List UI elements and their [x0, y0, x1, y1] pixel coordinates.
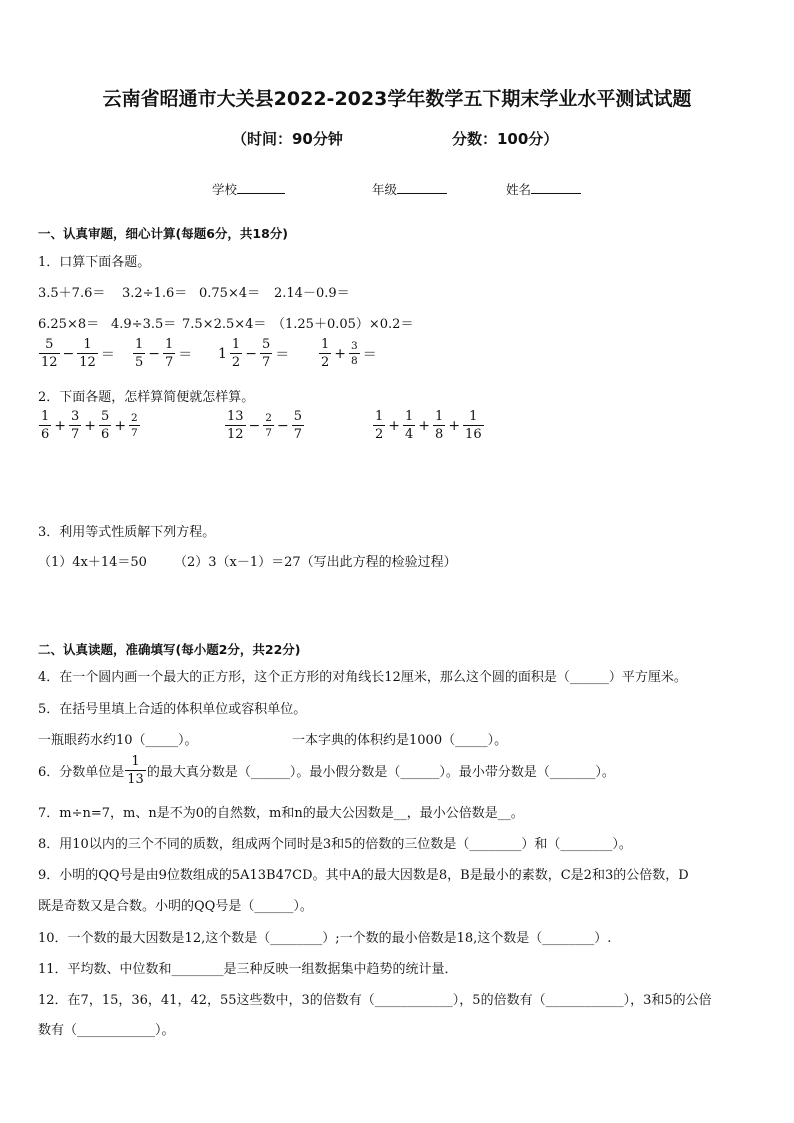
question-12: 12．在7，15，36，41，42，55这些数中，3的倍数有（____________），5的倍数有（____________），3和5的公倍 [38, 993, 712, 1008]
section-heading-2: 二、认真读题，准确填写(每小题2分，共22分) [38, 642, 301, 657]
question-8: 8．用10以内的三个不同的质数，组成两个同时是3和5的倍数的三位数是（________）和（________）。 [38, 837, 632, 852]
calc-item: 6.25×8＝ [38, 317, 100, 332]
fraction-expression: $\frac{1}{5}$ − $\frac{1}{7}$ ＝ [135, 337, 193, 370]
calc-item: 7.5×2.5×4＝ [182, 317, 267, 332]
calc-item: 2.14－0.9＝ [274, 286, 350, 301]
calc-item: 0.75×4＝ [199, 286, 261, 301]
question-12-cont: 数有（____________）。 [38, 1023, 175, 1038]
calc-item: 4.9÷3.5＝ [111, 317, 177, 332]
question-2-label: 2．下面各题，怎样算简便就怎样算。 [38, 390, 255, 405]
name-field: 姓名 [506, 180, 581, 198]
fraction-expression: $\frac{1}{2}$ + $\frac{3}{8}$ ＝ [321, 337, 377, 370]
question-10: 10．一个数的最大因数是12,这个数是（________）;一个数的最小倍数是18,这个数是（________）. [38, 931, 612, 946]
question-1-label: 1．口算下面各题。 [38, 255, 151, 270]
grade-field: 年级 [372, 180, 447, 198]
exam-time: （时间：90分钟 [232, 130, 343, 148]
calc-item: 3.2÷1.6＝ [122, 286, 188, 301]
simplify-expression: $\frac{1}{6}$ + $\frac{3}{7}$ + $\frac{5}{6}$ + $\frac{2}{7}$ [41, 409, 138, 442]
fraction-expression: 1 $\frac{1}{2}$ − $\frac{5}{7}$ ＝ [218, 337, 290, 370]
question-4: 4．在一个圆内画一个最大的正方形，这个正方形的对角线长12厘米，那么这个圆的面积是（______）平方厘米。 [38, 670, 687, 685]
question-9: 9．小明的QQ号是由9位数组成的5A13B47CD。其中A的最大因数是8，B是最小的素数，C是2和3的公倍数，D [38, 868, 689, 883]
question-5: 5．在括号里填上合适的体积单位或容积单位。 [38, 702, 307, 717]
equation-2: （2）3（x－1）＝27（写出此方程的检验过程） [174, 555, 457, 570]
simplify-expression: $\frac{1}{2}$ + $\frac{1}{4}$ + $\frac{1}{8}$ + $\frac{1}{16}$ [375, 409, 482, 442]
page-title: 云南省昭通市大关县2022-2023学年数学五下期末学业水平测试试题 [102, 88, 692, 110]
question-5b: 一本字典的体积约是1000（_____）。 [292, 733, 508, 748]
calc-item: 3.5＋7.6＝ [38, 286, 106, 301]
school-field: 学校 [212, 180, 285, 198]
fraction-expression: $\frac{5}{12}$ − $\frac{1}{12}$ ＝ [41, 337, 115, 370]
question-6: 6．分数单位是 $\frac{1}{13}$ 的最大真分数是（______）。最小假分数是（______）。最小带分数是（_______）。 [38, 754, 615, 787]
question-5a: 一瓶眼药水约10（_____）。 [38, 733, 198, 748]
calc-item: （1.25＋0.05）×0.2＝ [272, 317, 414, 332]
equation-1: （1）4x＋14＝50 [38, 555, 147, 570]
exam-score: 分数：100分） [452, 130, 559, 148]
question-3-label: 3．利用等式性质解下列方程。 [38, 525, 216, 540]
question-9-cont: 既是奇数又是合数。小明的QQ号是（______）。 [38, 899, 313, 914]
question-11: 11．平均数、中位数和________是三种反映一组数据集中趋势的统计量． [38, 962, 458, 977]
question-7: 7．m÷n=7，m、n是不为0的自然数，m和n的最大公因数是__，最小公倍数是__。 [38, 806, 524, 821]
simplify-expression: $\frac{13}{12}$ − $\frac{2}{7}$ − $\frac{5}{7}$ [227, 409, 302, 442]
section-heading-1: 一、认真审题，细心计算(每题6分，共18分) [38, 226, 289, 241]
